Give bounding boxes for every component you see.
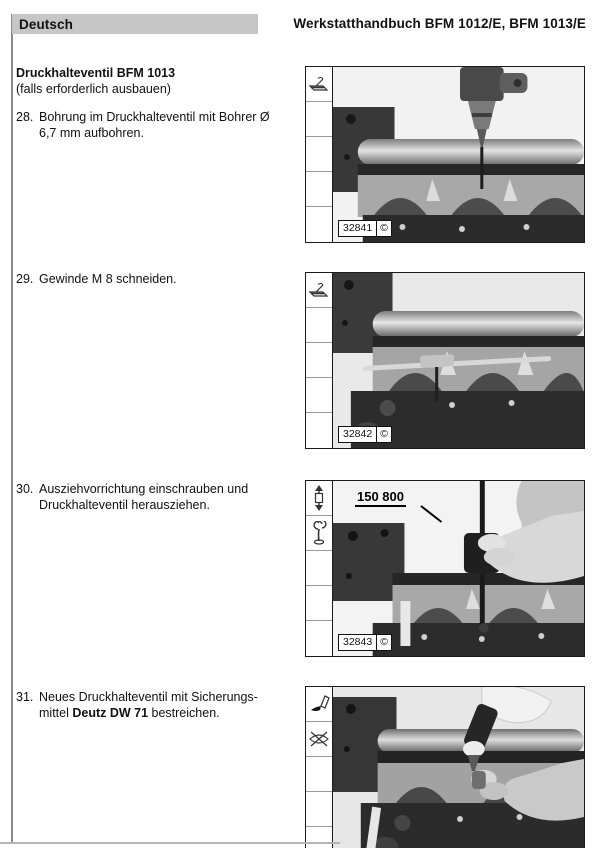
photo-tapping [333,273,584,448]
photo-label [338,426,392,443]
machining-icon [306,273,332,308]
figure-sealant [305,686,585,848]
tool-number-callout: 150 800 [355,489,406,507]
step-line: Neues Druckhalteventil mit Sicherungs- [39,690,258,704]
figure-32843 [305,480,585,657]
photo-id: 32843 [338,634,377,651]
figure-icon-strip [306,67,333,242]
empty-icon-cell [306,172,332,207]
photo-id: 32841 [338,220,377,237]
empty-icon-cell [306,102,332,137]
step-text [39,481,304,513]
section-heading-block [16,65,304,97]
copyright-icon: © [377,634,392,651]
empty-icon-cell [306,586,332,621]
do-not-reuse-icon [306,722,332,757]
step-line: Gewinde M 8 schneiden. [39,272,177,286]
special-tool-icon [306,516,332,551]
step-line: bestreichen. [148,706,220,720]
empty-icon-cell [306,551,332,586]
manual-title: Werkstatthandbuch BFM 1012/E, BFM 1013/E [293,16,586,31]
step-text [39,271,304,287]
step-28 [16,109,304,141]
product-name: Deutz DW 71 [72,706,149,720]
photo-drilling [333,67,584,242]
apply-compound-icon [306,687,332,722]
figure-icon-strip [306,273,333,448]
empty-icon-cell [306,792,332,827]
language-label: Deutsch [19,16,73,32]
photo-label [338,634,392,651]
bottom-page-rule [0,842,340,844]
step-text [39,109,304,141]
step-number: 29. [16,272,34,286]
step-number: 31. [16,690,34,704]
figure-icon-strip [306,481,333,656]
step-line: Ausziehvorrichtung einschrauben und [39,482,249,496]
step-line: mittel [39,706,73,720]
insert-extract-icon [306,481,332,516]
step-number: 28. [16,110,34,124]
copyright-icon: © [377,220,392,237]
empty-icon-cell [306,343,332,378]
empty-icon-cell [306,207,332,242]
figure-32842 [305,272,585,449]
machining-icon [306,67,332,102]
step-line: Druckhalteventil herausziehen. [39,498,210,512]
step-line: Bohrung im Druckhalteventil mit Bohrer Ø [39,110,270,124]
empty-icon-cell [306,757,332,792]
empty-icon-cell [306,413,332,448]
figure-32841 [305,66,585,243]
section-subheading: (falls erforderlich ausbauen) [16,82,171,96]
left-page-rule [11,14,13,843]
section-heading: Druckhalteventil BFM 1013 [16,66,176,80]
empty-icon-cell [306,308,332,343]
step-text [39,689,304,721]
photo-sealant [333,687,584,848]
figure-icon-strip [306,687,333,848]
empty-icon-cell [306,621,332,656]
step-29 [16,271,304,287]
step-line: 6,7 mm aufbohren. [39,126,144,140]
step-30 [16,481,304,513]
copyright-icon: © [377,426,392,443]
photo-id: 32842 [338,426,377,443]
empty-icon-cell [306,137,332,172]
empty-icon-cell [306,378,332,413]
empty-icon-cell [306,827,332,848]
step-31 [16,689,304,721]
photo-label [338,220,392,237]
language-header-bar [12,14,258,34]
step-number: 30. [16,482,34,496]
photo-extractor [333,481,584,656]
